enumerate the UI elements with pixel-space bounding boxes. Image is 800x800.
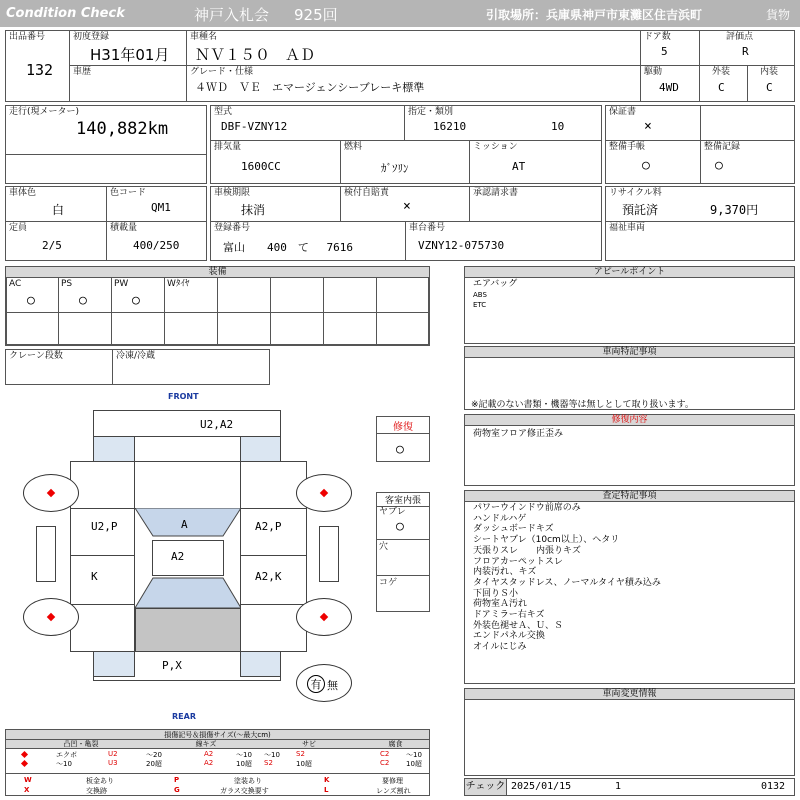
equipment-cell: [270, 277, 324, 313]
lot-label: 出品番号: [9, 32, 46, 42]
equipment-panel: [5, 266, 430, 346]
legend-text: ～10: [56, 760, 72, 768]
cabin-label: 穴: [379, 542, 389, 552]
interior-value: C: [766, 81, 773, 94]
check-label: チェック: [465, 779, 507, 795]
load-label: 積載量: [110, 223, 138, 233]
exterior-box: [699, 65, 748, 102]
legend-code: G: [174, 786, 180, 794]
interior-label: 内装: [760, 67, 779, 77]
warranty-box: [605, 105, 795, 141]
special-panel: [464, 346, 795, 410]
legend-code: A2: [204, 759, 214, 767]
legend-code: X: [24, 786, 30, 794]
check-count: 1: [615, 781, 622, 792]
color-code-label: 色コード: [110, 188, 147, 198]
legend-marker-icon: [21, 751, 28, 758]
capacity-value: 2/5: [42, 239, 62, 252]
manual-value: ○: [642, 158, 650, 173]
equipment-cell-wtire: [164, 277, 218, 313]
windshield-shape: [135, 508, 241, 536]
equipment-title: 装備: [6, 267, 429, 278]
cabin-label: ヤブレ: [379, 507, 406, 517]
inspection-value: 抹消: [241, 203, 266, 217]
equipment-mark: ○: [79, 293, 87, 308]
legend-text: エクボ: [56, 751, 77, 759]
repair-title: 修復: [377, 418, 429, 434]
brand-title: Condition Check: [6, 6, 125, 21]
plate-label: 登録番号: [214, 223, 251, 233]
chassis-box: [405, 221, 602, 261]
special-title: 車両特記事項: [465, 347, 794, 358]
roof-panel: [152, 540, 224, 576]
left-front-door: [70, 508, 135, 556]
equipment-cell: [217, 277, 271, 313]
auction-session: 925回: [294, 6, 338, 24]
recycle-fee: 9,370円: [710, 203, 759, 217]
drive-value: 4WD: [659, 81, 679, 94]
cabin-label: コゲ: [379, 578, 398, 588]
appeal-title: アピールポイント: [465, 267, 794, 278]
note-item: エンドパネル交換: [473, 631, 545, 642]
equipment-label: Wﾀｲﾔ: [167, 279, 190, 289]
wheel-rear-left: [23, 598, 79, 636]
rear-cargo-area: [135, 608, 241, 652]
welfare-label: 福祉車両: [609, 223, 646, 233]
manual-label: 整備手帳: [609, 142, 646, 152]
manual-box: [605, 140, 701, 184]
left-mirror: [36, 526, 56, 582]
grade-value: ４ＷＤ ＶＥ エマージェンシーブレーキ標準: [195, 81, 425, 94]
legend-text: ～10: [236, 751, 252, 759]
legend-text: 10超: [236, 760, 252, 768]
equipment-cell: [217, 312, 271, 345]
vehicle-name: ＮＶ１５０ ＡＤ: [195, 46, 316, 64]
equipment-cell: [270, 312, 324, 345]
class-value: 10: [551, 120, 565, 133]
record-label: 整備記録: [704, 142, 741, 152]
legend-text: レンズ割れ: [376, 787, 411, 795]
rating-label: 評価点: [726, 32, 754, 42]
special-note: ※記載のない書類・機器等は無しとして取り扱います。: [471, 400, 694, 410]
repair-box: [376, 416, 430, 462]
color-box: [5, 186, 107, 222]
change-info-title: 車両変更情報: [465, 689, 794, 700]
capacity-box: [5, 221, 107, 261]
spare-yes: 有: [307, 675, 325, 693]
note-item: タイヤスタッドレス、ノーマルタイヤ積み込み: [473, 577, 661, 588]
warranty-divider: [700, 106, 701, 140]
first-reg-label: 初度登録: [73, 32, 110, 42]
repair-detail-item: 荷物室フロア修正歪み: [473, 429, 564, 439]
legend-code: S2: [296, 750, 305, 758]
legend-code: C2: [380, 750, 390, 758]
model-value: DBF-VZNY12: [221, 120, 288, 133]
self-label: 検付自賠責: [344, 188, 390, 198]
pickup-location: 引取場所：兵庫県神戸市東灘区住吉浜町: [486, 8, 703, 22]
lot-number: 132: [26, 61, 54, 79]
damage-mark-left-rear: K: [91, 570, 98, 583]
note-item: 荷物室Ａ汚れ: [473, 599, 528, 610]
repair-detail-title: 修復内容: [465, 415, 794, 426]
legend-text: 交換跡: [86, 787, 107, 795]
approval-box: [469, 186, 602, 222]
first-reg-value: H31年01月: [90, 46, 170, 64]
wheel-rear-right: [296, 598, 352, 636]
front-label: FRONT: [168, 392, 199, 401]
fuel-value: ｶﾞｿﾘﾝ: [381, 162, 409, 175]
appeal-panel: [464, 266, 795, 344]
displacement-value: 1600CC: [241, 160, 281, 173]
rating-value: R: [742, 45, 749, 58]
damage-legend: [5, 729, 430, 796]
rear-bumper-panel: [93, 651, 281, 681]
doors-label: ドア数: [644, 32, 671, 42]
check-date: 2025/01/15: [511, 781, 572, 792]
color-code-box: [106, 186, 207, 222]
mission-value: AT: [512, 160, 526, 173]
exterior-label: 外装: [712, 67, 731, 77]
doors-value: 5: [661, 45, 668, 58]
equipment-label: AC: [9, 279, 22, 289]
chassis-label: 車台番号: [409, 223, 446, 233]
mileage-label: 走行(現メーター): [9, 107, 80, 117]
interior-box: [747, 65, 795, 102]
equipment-cell: [376, 312, 429, 345]
legend-code: W: [24, 776, 32, 784]
rear-window-shape: [135, 578, 241, 608]
record-box: [700, 140, 795, 184]
spare-no: 無: [327, 679, 338, 692]
mileage-box: [5, 105, 207, 155]
front-bumper-panel: [93, 410, 281, 437]
equipment-label: PS: [61, 279, 73, 289]
front-right-corner: [240, 436, 281, 462]
legend-group-dent: 凸凹・亀裂: [6, 740, 156, 749]
legend-code: A2: [204, 750, 214, 758]
appeal-item: ABS: [473, 291, 487, 299]
spec-box: [404, 105, 602, 141]
inspection-box: [210, 186, 341, 222]
equipment-cell: [6, 312, 59, 345]
damage-mark-hood: A: [181, 518, 188, 531]
warranty-label: 保証書: [609, 107, 637, 117]
load-box: [106, 221, 207, 261]
legend-text: 塗装あり: [234, 777, 262, 785]
legend-code: U3: [108, 759, 118, 767]
name-box: [186, 30, 641, 66]
spare-tire: [296, 664, 352, 702]
damage-mark-left-front: U2,P: [91, 520, 118, 533]
equipment-label: PW: [114, 279, 129, 289]
drive-label: 駆動: [644, 67, 663, 77]
right-mirror: [319, 526, 339, 582]
note-item: シートヤブレ（10cm以上）、ヘタリ: [473, 535, 620, 546]
lot-box: [5, 30, 70, 102]
self-value: ×: [403, 199, 411, 214]
footer-bar: [464, 778, 795, 796]
damage-mark-roof: A2: [171, 550, 185, 563]
wheel-mark-icon: [47, 489, 55, 497]
exterior-value: C: [718, 81, 725, 94]
equipment-cell: [58, 312, 112, 345]
note-item: 内装汚れ、キズ: [473, 567, 537, 578]
legend-code: C2: [380, 759, 390, 767]
auction-name: 神戸入札会: [194, 6, 270, 24]
change-info-panel: [464, 688, 795, 776]
legend-code: S2: [264, 759, 273, 767]
legend-group-scratch: 線キズ: [156, 740, 256, 749]
freezer-label: 冷凍/冷蔵: [116, 351, 156, 361]
wheel-mark-icon: [320, 489, 328, 497]
rating-box: [699, 30, 795, 66]
legend-title: 損傷記号＆損傷サイズ(～最大cm): [6, 730, 429, 740]
legend-text: 10超: [296, 760, 312, 768]
inspection-notes-title: 査定特記事項: [465, 491, 794, 502]
damage-mark-rear: P,X: [162, 659, 182, 672]
note-item: フロアカーペットスレ: [473, 556, 563, 567]
crane-label: クレーン段数: [9, 351, 63, 361]
doors-box: [640, 30, 700, 66]
vehicle-category: 貨物: [766, 8, 791, 22]
cabin-title: 客室内張: [377, 493, 429, 507]
approval-label: 承認請求書: [473, 188, 519, 198]
color-value: 白: [52, 203, 65, 217]
equipment-mark: ○: [27, 293, 35, 308]
crane-box: [5, 349, 113, 385]
chassis-value: VZNY12-075730: [418, 239, 505, 252]
left-front-fender: [70, 461, 135, 509]
front-left-corner: [93, 436, 135, 462]
equipment-cell: [376, 277, 429, 313]
left-rear-door: [70, 555, 135, 605]
appeal-item: ETC: [473, 301, 487, 309]
history-label: 車歴: [73, 67, 92, 77]
legend-code: U2: [108, 750, 118, 758]
mission-label: ミッション: [473, 142, 518, 152]
drive-box: [640, 65, 700, 102]
wheel-mark-icon: [47, 613, 55, 621]
record-value: ○: [715, 158, 723, 173]
equipment-cell: [164, 312, 218, 345]
legend-group-rust: サビ: [256, 740, 362, 749]
note-item: ドアミラー右キズ: [473, 610, 545, 621]
recycle-box: [605, 186, 795, 222]
note-item: 天張りスレ 内張りキズ: [473, 545, 581, 556]
color-code-value: QM1: [151, 201, 171, 214]
cabin-divider: [377, 539, 429, 540]
header-bar: [0, 0, 800, 27]
legend-code: L: [324, 786, 329, 794]
spec-label: 指定・類別: [408, 107, 454, 117]
note-item: パワーウインドウ前席のみ: [473, 503, 581, 513]
model-box: [210, 105, 405, 141]
warranty-value: ×: [644, 119, 652, 134]
equipment-cell: [111, 312, 165, 345]
note-item: 外装色褪せＡ、Ｕ、Ｓ: [473, 620, 564, 631]
note-item: ダッシュボードキズ: [473, 524, 554, 535]
recycle-status: 預託済: [622, 203, 659, 217]
grade-label: グレード・仕様: [190, 67, 254, 77]
color-label: 車体色: [9, 188, 37, 198]
legend-text: 板金あり: [86, 777, 114, 785]
damage-mark-right-rear: A2,K: [255, 570, 282, 583]
legend-code: P: [174, 776, 180, 784]
damage-mark-right-front: A2,P: [255, 520, 282, 533]
plate-value: 富山 400 て 7616: [223, 241, 353, 254]
left-rear-fender: [70, 604, 135, 652]
grade-box: [186, 65, 641, 102]
inspection-notes-panel: [464, 490, 795, 684]
note-item: オイルにじみ: [473, 642, 527, 653]
appeal-list: [473, 279, 517, 310]
note-item: 下回りＳ小: [473, 588, 519, 599]
damage-mark-front: U2,A2: [200, 418, 234, 431]
spec-value: 16210: [433, 120, 467, 133]
equipment-cell-pw: [111, 277, 165, 313]
legend-text: 10超: [406, 760, 422, 768]
history-box: [69, 65, 187, 102]
equipment-mark: ○: [132, 293, 140, 308]
mission-box: [469, 140, 602, 184]
appeal-item: エアバッグ: [473, 279, 518, 289]
legend-text: ～10: [264, 751, 280, 759]
legend-divider: [6, 773, 429, 774]
right-front-fender: [240, 461, 307, 509]
fuel-box: [340, 140, 470, 184]
welfare-box: [605, 221, 795, 261]
displacement-label: 排気量: [214, 142, 242, 152]
fuel-label: 燃料: [344, 142, 363, 152]
wheel-front-right: [296, 474, 352, 512]
rear-edge: [93, 680, 281, 681]
repair-mark: ○: [396, 442, 404, 457]
right-front-door: [240, 508, 307, 556]
legend-text: ～10: [406, 751, 422, 759]
capacity-label: 定員: [9, 223, 28, 233]
right-rear-door: [240, 555, 307, 605]
legend-marker-icon: [21, 760, 28, 767]
legend-group-corrosion: 腐食: [362, 740, 429, 749]
inspection-notes-list: [473, 503, 661, 653]
first-reg-box: [69, 30, 187, 66]
self-box: [340, 186, 470, 222]
cabin-mark: ○: [396, 519, 404, 534]
wheel-mark-icon: [320, 613, 328, 621]
legend-code: K: [324, 776, 330, 784]
cabin-panel: [376, 492, 430, 612]
legend-text: ～20: [146, 751, 162, 759]
legend-text: 要修理: [382, 777, 403, 785]
equipment-cell: [323, 277, 377, 313]
load-value: 400/250: [133, 239, 180, 252]
legend-text: 20超: [146, 760, 162, 768]
inspection-label: 車検期限: [214, 188, 251, 198]
model-label: 型式: [214, 107, 233, 117]
note-item: ハンドルハゲ: [473, 513, 527, 524]
plate-box: [210, 221, 406, 261]
cabin-divider: [377, 575, 429, 576]
legend-text: ガラス交換要す: [220, 787, 269, 795]
repair-detail-panel: [464, 414, 795, 486]
equipment-cell: [323, 312, 377, 345]
wheel-front-left: [23, 474, 79, 512]
mileage-extra-box: [5, 154, 207, 184]
displacement-box: [210, 140, 341, 184]
recycle-label: リサイクル料: [609, 188, 662, 198]
equipment-cell-ps: [58, 277, 112, 313]
equipment-cell-ac: [6, 277, 59, 313]
mileage-value: 140,882km: [76, 119, 169, 139]
rear-label: REAR: [172, 712, 196, 721]
name-label: 車種名: [190, 32, 218, 42]
check-code: 0132: [761, 781, 786, 792]
freezer-box: [112, 349, 270, 385]
